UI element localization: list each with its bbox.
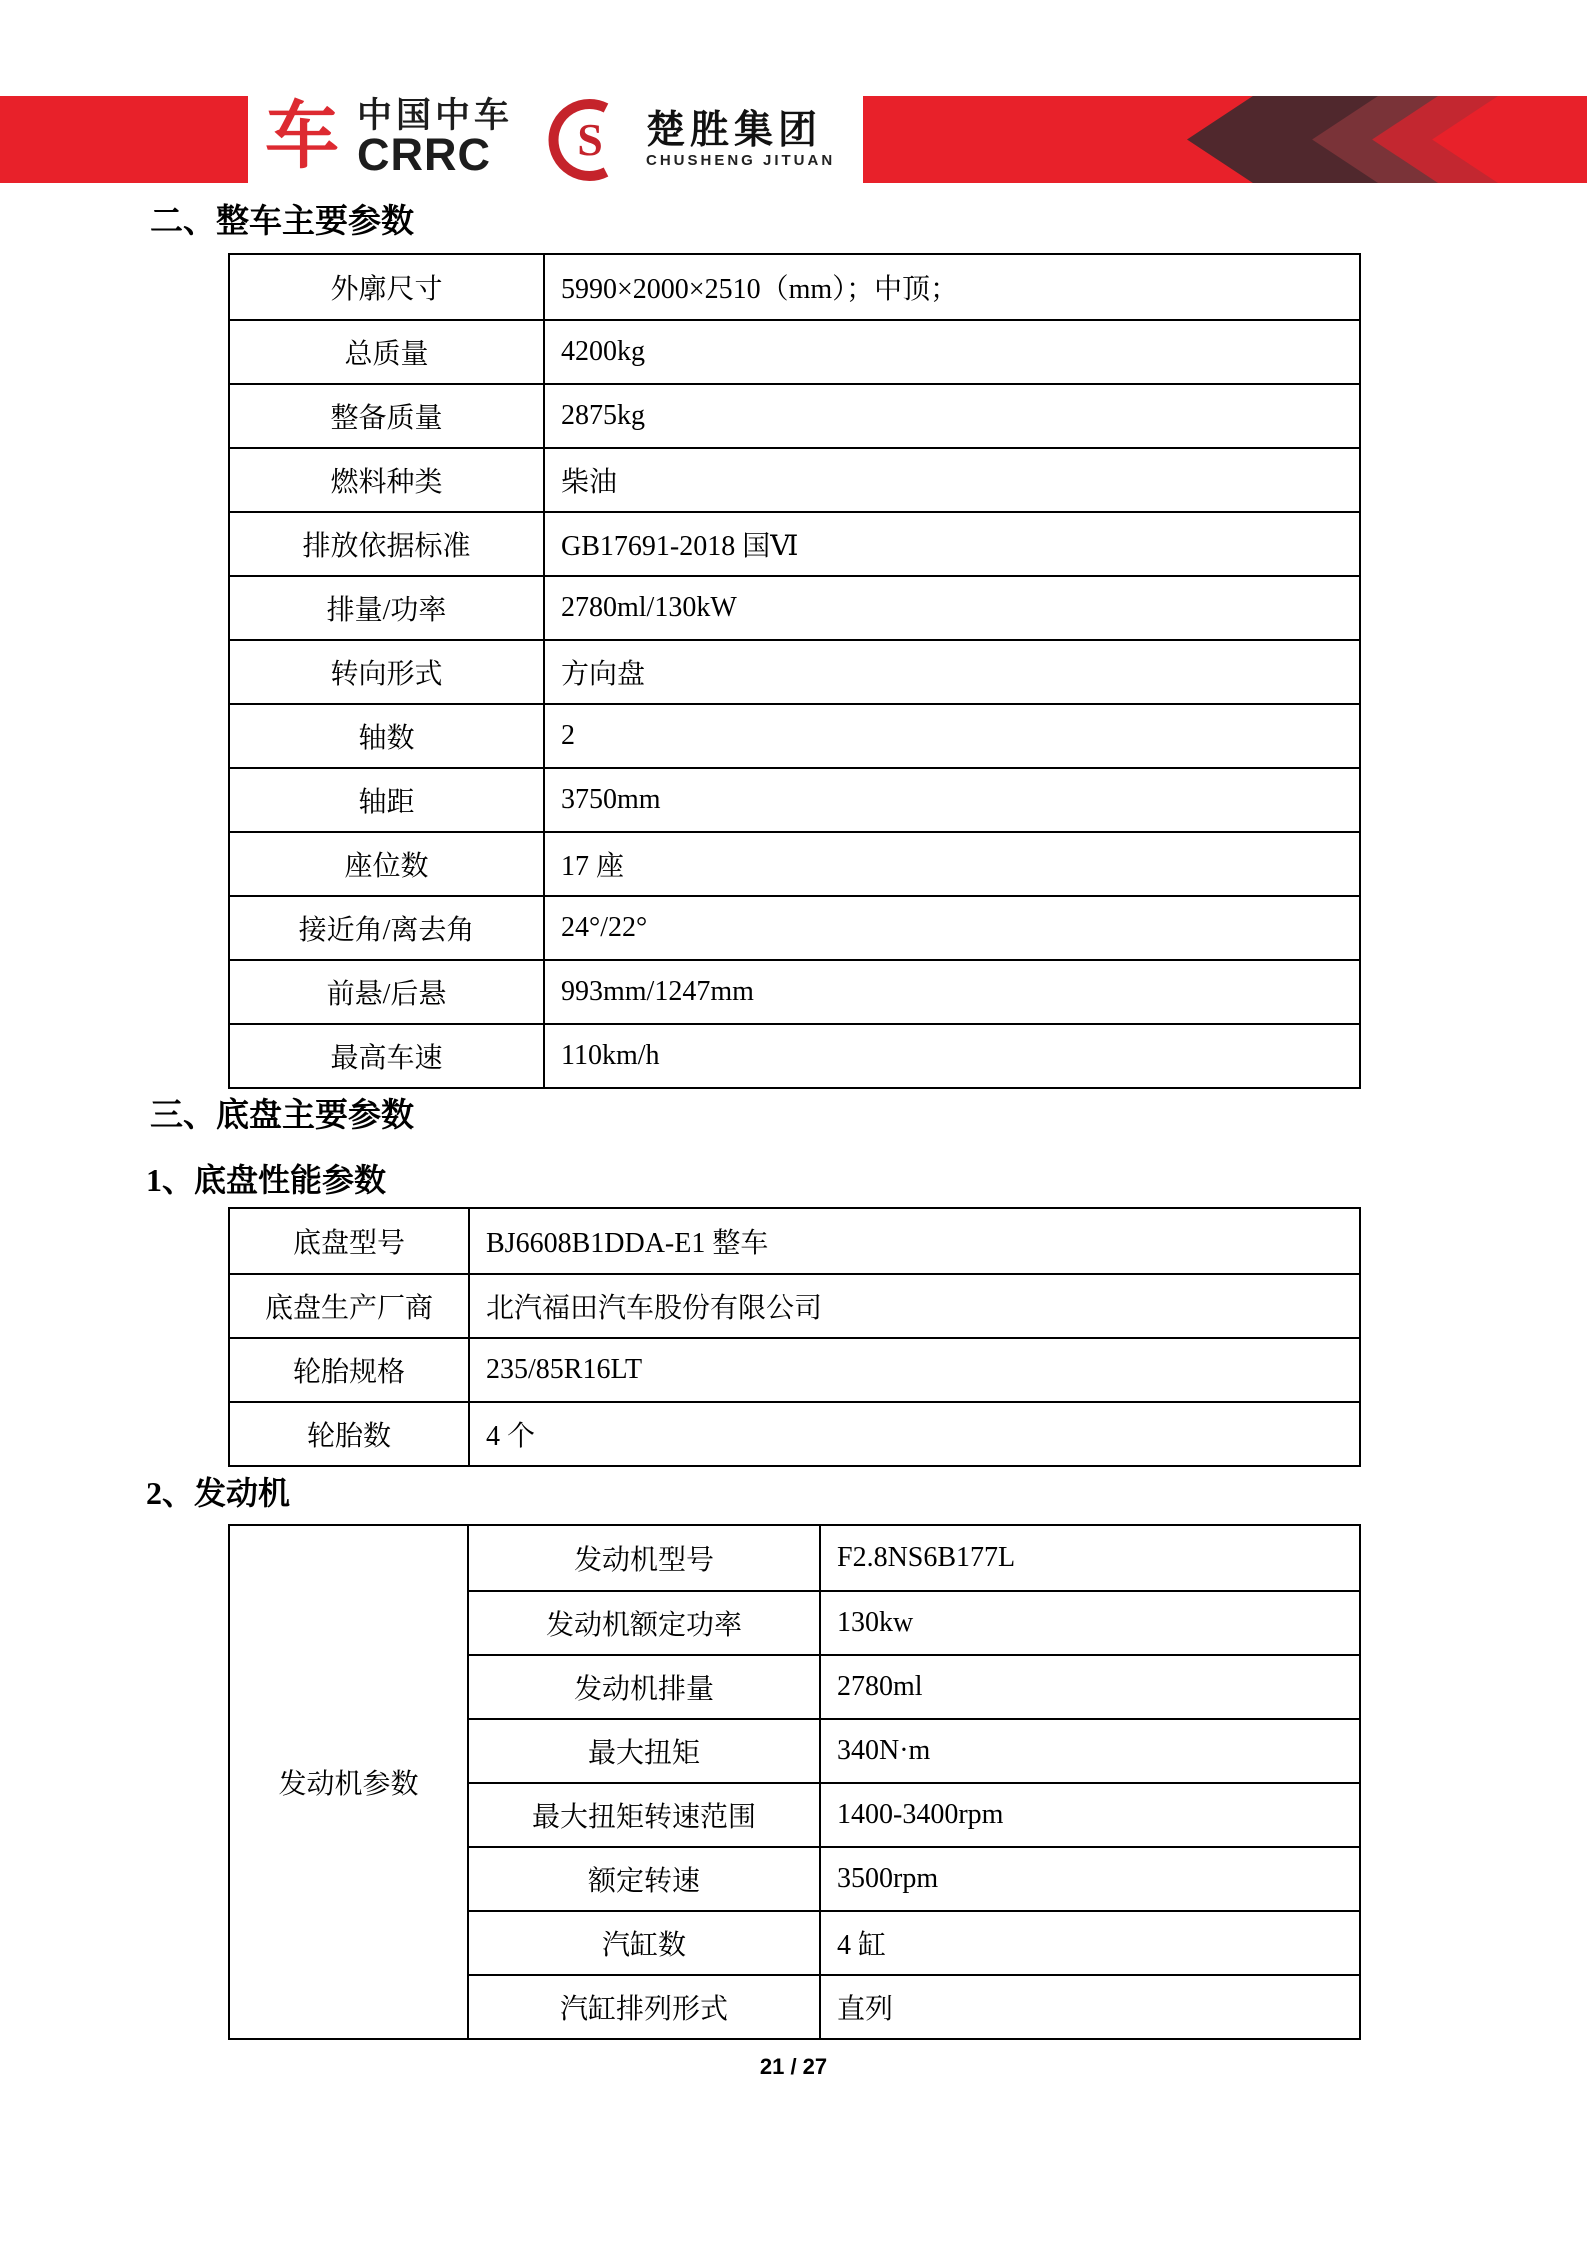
param-label-cell: 轮胎规格 bbox=[230, 1339, 470, 1401]
header-red-banner bbox=[863, 96, 1587, 183]
page-number: 21 / 27 bbox=[759, 2054, 828, 2079]
param-label-cell: 整备质量 bbox=[230, 385, 545, 447]
table-row bbox=[469, 1590, 1359, 1654]
table-row bbox=[230, 639, 1359, 703]
engine-params-table bbox=[228, 1524, 1361, 2040]
table-row bbox=[469, 1782, 1359, 1846]
param-value-cell: 方向盘 bbox=[561, 659, 646, 690]
param-value-cell: 2 bbox=[561, 720, 575, 751]
param-label-cell: 前悬/后悬 bbox=[230, 961, 545, 1023]
table-row bbox=[230, 255, 1359, 319]
vehicle-params-table bbox=[228, 253, 1361, 1089]
param-value-cell: 4200kg bbox=[561, 336, 645, 367]
table-row bbox=[230, 319, 1359, 383]
table-row bbox=[230, 447, 1359, 511]
table-row bbox=[230, 383, 1359, 447]
param-label-cell: 汽缸排列形式 bbox=[469, 1976, 821, 2038]
param-label-cell: 底盘型号 bbox=[230, 1209, 470, 1273]
crrc-logo-icon: 车 bbox=[265, 96, 339, 178]
table-row bbox=[230, 831, 1359, 895]
table-row bbox=[230, 1401, 1359, 1465]
param-value-cell: 北汽福田汽车股份有限公司 bbox=[486, 1293, 823, 1324]
table-row bbox=[230, 1337, 1359, 1401]
table-row bbox=[230, 575, 1359, 639]
crrc-logo bbox=[265, 96, 514, 180]
table-row bbox=[230, 703, 1359, 767]
param-label-cell: 接近角/离去角 bbox=[230, 897, 545, 959]
table-row bbox=[469, 1526, 1359, 1590]
param-value-cell: 340N·m bbox=[837, 1735, 931, 1766]
table-row bbox=[469, 1654, 1359, 1718]
param-label-cell: 发动机额定功率 bbox=[469, 1592, 821, 1654]
chusheng-name-cn: 楚胜集团 bbox=[646, 109, 823, 152]
chusheng-name-en: CHUSHENG JITUAN bbox=[646, 152, 836, 169]
param-label-cell: 座位数 bbox=[230, 833, 545, 895]
param-value-cell: F2.8NS6B177L bbox=[837, 1542, 1016, 1573]
header-left-red-block bbox=[0, 96, 248, 183]
table-row bbox=[469, 1846, 1359, 1910]
param-value-cell: 130kw bbox=[837, 1607, 914, 1638]
param-value-cell: 柴油 bbox=[561, 467, 618, 498]
param-value-cell: 17 座 bbox=[561, 851, 625, 882]
param-value-cell: 2780ml/130kW bbox=[561, 592, 737, 623]
param-value-cell: 3500rpm bbox=[837, 1863, 939, 1894]
table-row bbox=[230, 1023, 1359, 1087]
table-row bbox=[469, 1910, 1359, 1974]
param-value-cell: 4 缸 bbox=[837, 1930, 887, 1961]
param-value-cell: 1400-3400rpm bbox=[837, 1799, 1004, 1830]
table-row bbox=[469, 1718, 1359, 1782]
param-label-cell: 发动机排量 bbox=[469, 1656, 821, 1718]
table-row bbox=[230, 959, 1359, 1023]
param-label-cell: 最高车速 bbox=[230, 1025, 545, 1087]
chusheng-logo-icon bbox=[548, 98, 632, 182]
param-value-cell: 4 个 bbox=[486, 1421, 536, 1452]
param-label-cell: 最大扭矩 bbox=[469, 1720, 821, 1782]
param-label-cell: 额定转速 bbox=[469, 1848, 821, 1910]
engine-params-merged-cell: 发动机参数 bbox=[230, 1526, 469, 2038]
param-label-cell: 底盘生产厂商 bbox=[230, 1275, 470, 1337]
param-value-cell: 235/85R16LT bbox=[486, 1354, 643, 1385]
section-title-vehicle-params: 二、整车主要参数 bbox=[150, 204, 414, 240]
subsection-title-engine: 2、发动机 bbox=[146, 1475, 291, 1511]
param-value-cell: GB17691-2018 国Ⅵ bbox=[561, 531, 799, 562]
param-label-cell: 轴数 bbox=[230, 705, 545, 767]
table-row bbox=[469, 1974, 1359, 2038]
param-label-cell: 发动机型号 bbox=[469, 1526, 821, 1590]
crrc-name-cn: 中国中车 bbox=[357, 96, 514, 135]
table-row bbox=[230, 767, 1359, 831]
param-value-cell: 2780ml bbox=[837, 1671, 923, 1702]
crrc-name-en: CRRC bbox=[357, 129, 491, 180]
svg-text:S: S bbox=[577, 114, 603, 165]
param-label-cell: 燃料种类 bbox=[230, 449, 545, 511]
param-label-cell: 最大扭矩转速范围 bbox=[469, 1784, 821, 1846]
param-value-cell: 110km/h bbox=[561, 1040, 660, 1071]
param-label-cell: 转向形式 bbox=[230, 641, 545, 703]
chusheng-logo bbox=[548, 98, 835, 182]
table-row bbox=[230, 1273, 1359, 1337]
param-value-cell: 5990×2000×2510（mm）；中顶； bbox=[561, 274, 959, 305]
param-value-cell: 2875kg bbox=[561, 400, 645, 431]
param-label-cell: 排放依据标准 bbox=[230, 513, 545, 575]
param-value-cell: 直列 bbox=[837, 1994, 894, 2025]
param-value-cell: 3750mm bbox=[561, 784, 661, 815]
section-title-chassis-params: 三、底盘主要参数 bbox=[150, 1098, 414, 1134]
param-value-cell: 993mm/1247mm bbox=[561, 976, 754, 1007]
param-value-cell: 24°/22° bbox=[561, 912, 648, 943]
param-label-cell: 总质量 bbox=[230, 321, 545, 383]
subsection-title-chassis-performance: 1、底盘性能参数 bbox=[146, 1162, 387, 1198]
table-row bbox=[230, 511, 1359, 575]
param-label-cell: 轴距 bbox=[230, 769, 545, 831]
param-value-cell: BJ6608B1DDA-E1 整车 bbox=[486, 1228, 769, 1259]
table-row bbox=[230, 1209, 1359, 1273]
page-footer bbox=[0, 2054, 1587, 2080]
chassis-params-table bbox=[228, 1207, 1361, 1467]
param-label-cell: 外廓尺寸 bbox=[230, 255, 545, 319]
param-label-cell: 轮胎数 bbox=[230, 1403, 470, 1465]
param-label-cell: 排量/功率 bbox=[230, 577, 545, 639]
param-label-cell: 汽缸数 bbox=[469, 1912, 821, 1974]
table-row bbox=[230, 895, 1359, 959]
